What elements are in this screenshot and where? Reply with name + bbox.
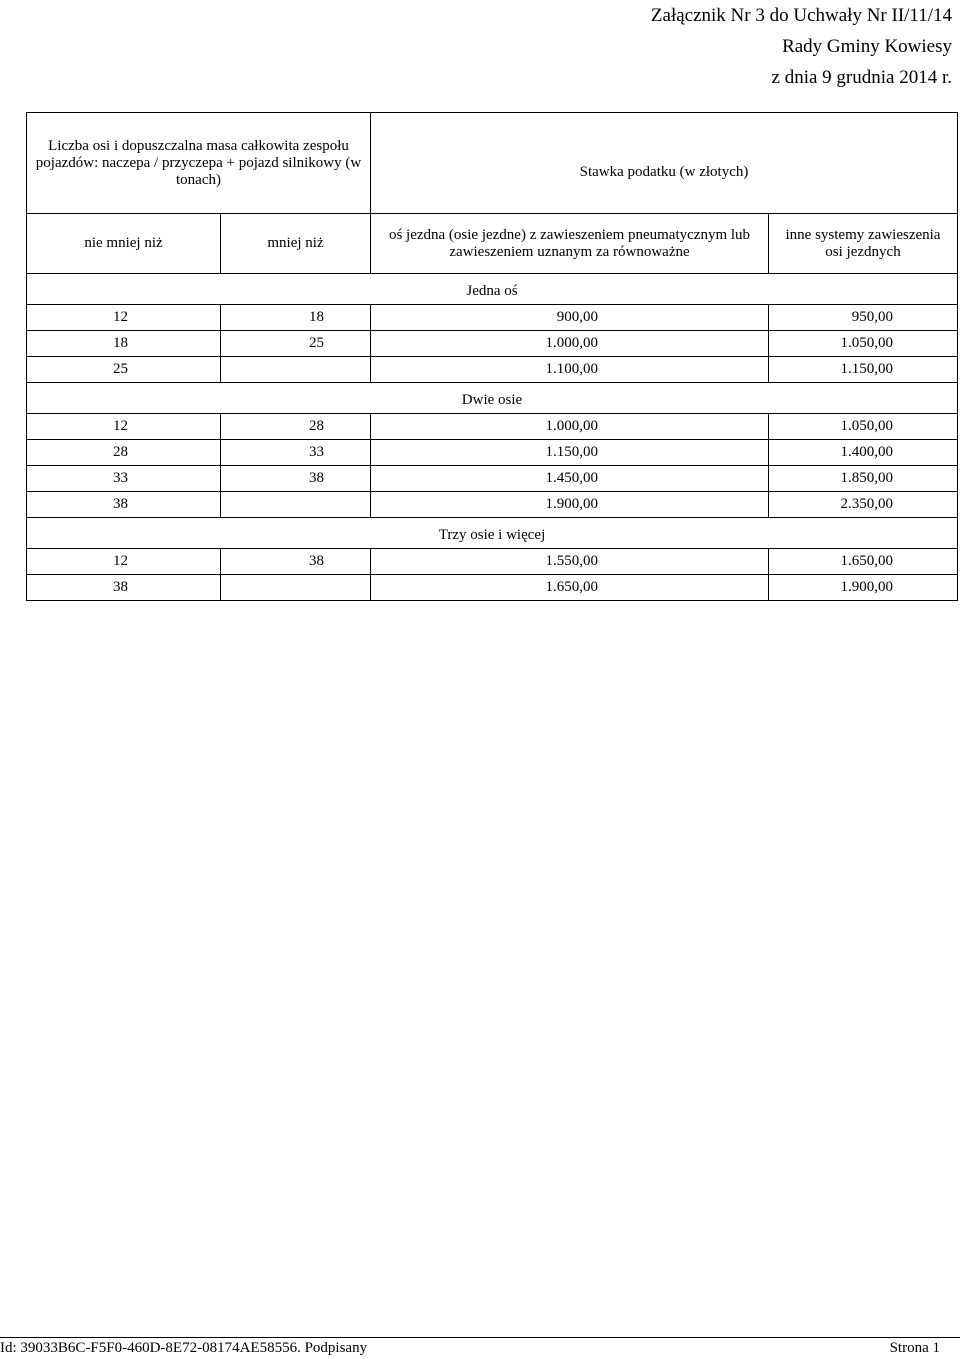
mass-to-cell: [221, 492, 371, 518]
rate-other-cell: 950,00: [769, 305, 958, 331]
mass-header-label: Liczba osi i dopuszczalna masa całkowita zespołu pojazdów: naczepa / przyczepa + pojazd silnikowy (w tonach): [35, 137, 362, 188]
rate-header-cell: [371, 113, 958, 214]
table-row: [27, 549, 958, 575]
rate-other-cell: 1.850,00: [769, 466, 958, 492]
rate-pneumatic-cell: 1.900,00: [371, 492, 769, 518]
less-header: [221, 214, 371, 274]
rate-pneumatic-cell: 1.100,00: [371, 357, 769, 383]
rate-header-label: Stawka podatku (w złotych): [579, 163, 749, 180]
mass-from-cell: 28: [27, 440, 221, 466]
mass-to-cell: [221, 357, 371, 383]
mass-to-cell: 38: [221, 466, 371, 492]
document-id: Id: 39033B6C-F5F0-460D-8E72-08174AE58556. Podpisany: [0, 1340, 368, 1356]
rate-pneumatic-cell: 1.550,00: [371, 549, 769, 575]
mass-to-cell: 33: [221, 440, 371, 466]
pneumatic-label: oś jezdna (osie jezdne) z zawieszeniem pneumatycznym lub zawieszeniem uznanym za równoważne: [388, 226, 751, 260]
mass-from-cell: 33: [27, 466, 221, 492]
tax-rate-table: [26, 112, 958, 601]
table-row: [27, 575, 958, 601]
pneumatic-header: [371, 214, 769, 274]
resolution-date: z dnia 9 grudnia 2014 r.: [771, 67, 952, 88]
section-title: Dwie osie: [27, 383, 958, 414]
mass-to-cell: 38: [221, 549, 371, 575]
not-less-header: [27, 214, 221, 274]
mass-from-cell: 25: [27, 357, 221, 383]
table-row: [27, 440, 958, 466]
mass-from-cell: 12: [27, 305, 221, 331]
mass-from-cell: 38: [27, 575, 221, 601]
rate-other-cell: 1.150,00: [769, 357, 958, 383]
section-title: Trzy osie i więcej: [27, 518, 958, 549]
table-row: [27, 492, 958, 518]
table-row: [27, 357, 958, 383]
mass-to-cell: 18: [221, 305, 371, 331]
rate-other-cell: 1.050,00: [769, 414, 958, 440]
document-header: [651, 0, 952, 93]
page-footer: [0, 1337, 960, 1359]
other-suspension-label: inne systemy zawieszenia osi jezdnych: [785, 226, 941, 260]
page-number: Strona 1: [889, 1340, 940, 1356]
mass-to-cell: 25: [221, 331, 371, 357]
section-title: Jedna oś: [27, 274, 958, 305]
council-name: Rady Gminy Kowiesy: [782, 36, 952, 57]
section-row: [27, 518, 958, 549]
rate-other-cell: 1.650,00: [769, 549, 958, 575]
rate-pneumatic-cell: 1.000,00: [371, 414, 769, 440]
table-row: [27, 305, 958, 331]
rate-other-cell: 2.350,00: [769, 492, 958, 518]
other-suspension-header: [769, 214, 958, 274]
rate-other-cell: 1.050,00: [769, 331, 958, 357]
mass-to-cell: [221, 575, 371, 601]
not-less-label: nie mniej niż: [84, 235, 163, 251]
mass-header-cell: [27, 113, 371, 214]
rate-other-cell: 1.900,00: [769, 575, 958, 601]
annex-title: Załącznik Nr 3 do Uchwały Nr II/11/14: [650, 5, 952, 26]
section-row: [27, 274, 958, 305]
mass-from-cell: 12: [27, 549, 221, 575]
rate-other-cell: 1.400,00: [769, 440, 958, 466]
rate-pneumatic-cell: 1.000,00: [371, 331, 769, 357]
rate-pneumatic-cell: 1.450,00: [371, 466, 769, 492]
rate-pneumatic-cell: 1.650,00: [371, 575, 769, 601]
section-row: [27, 383, 958, 414]
mass-from-cell: 12: [27, 414, 221, 440]
rate-pneumatic-cell: 900,00: [371, 305, 769, 331]
mass-from-cell: 18: [27, 331, 221, 357]
mass-to-cell: 28: [221, 414, 371, 440]
mass-from-cell: 38: [27, 492, 221, 518]
less-label: mniej niż: [267, 235, 324, 251]
table-row: [27, 414, 958, 440]
table-row: [27, 331, 958, 357]
table-row: [27, 466, 958, 492]
rate-pneumatic-cell: 1.150,00: [371, 440, 769, 466]
